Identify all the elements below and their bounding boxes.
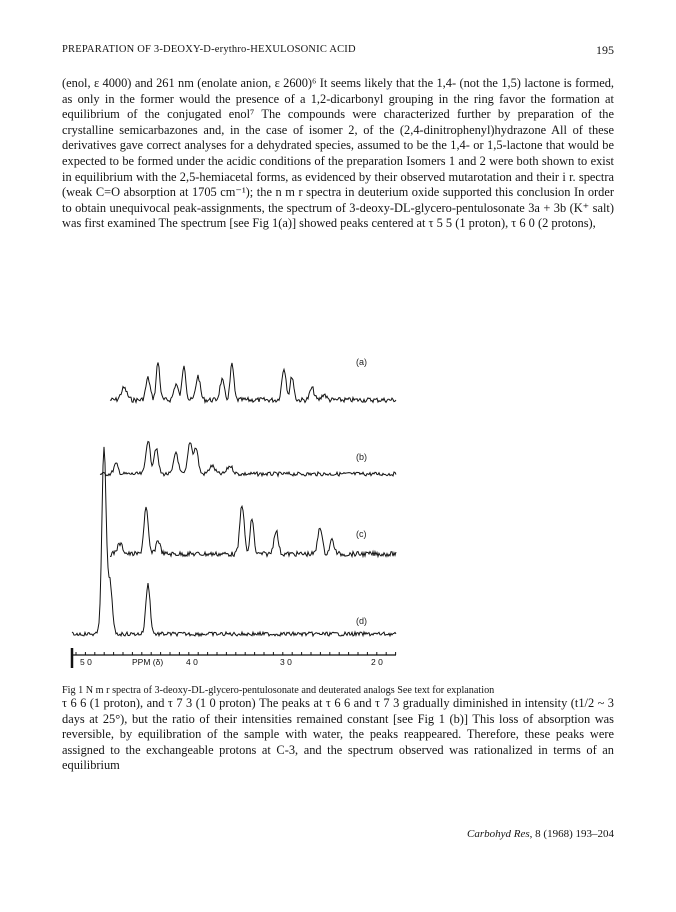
axis-unit-label: PPM (δ) [132, 657, 164, 667]
journal-citation: , 8 (1968) 193–204 [529, 828, 614, 840]
trace-c [110, 506, 396, 556]
page-number: 195 [596, 43, 614, 57]
tick-label-5: 5 0 [80, 657, 92, 667]
running-title: PREPARATION OF 3-DEOXY-D-erythro-HEXULOSONIC ACID [62, 44, 356, 55]
trace-label-a: (a) [356, 357, 367, 367]
journal-name: Carbohyd Res [467, 828, 530, 840]
trace-label-b: (b) [356, 452, 367, 462]
body-paragraph-1: (enol, ε 4000) and 261 nm (enolate anion, ε 2600)⁶ It seems likely that the 1,4- (not the 1,5) lactone is formed, as only in the former would the presence of a 1,2-dicarbonyl grouping in the ring favor the formation at equilibrium of the conjugated enol⁷ The compounds were characterized further by preparation of the crystalline semicarbazones and, in the case of isomer 2, of the (2,4-dinitrophenyl)hydrazone All of these derivatives gave correct analyses for a dehydrated species, assumed to be the 1,4- or 1,5-lactone that would be expected to be formed under the acidic conditions of the preparation Isomers 1 and 2 were both shown to exist in equilibrium with the 2,5-hemiacetal forms, as evidenced by their observed mutarotation and their i r. spectra (weak C=O absorption at 1705 cm⁻¹); the n m r spectra in deuterium oxide supported this conclusion In order to obtain unequivocal peak-assignments, the spectrum of 3-deoxy-DL-glycero-pentulosonate 3a + 3b (K⁺ salt) was first examined The spectrum [see Fig 1(a)] showed peaks centered at τ 5 5 (1 proton), τ 6 0 (2 protons), [62, 76, 614, 231]
running-header [62, 44, 614, 60]
ppm-axis [72, 648, 396, 668]
trace-labels [356, 357, 367, 626]
nmr-figure [70, 318, 606, 690]
figure-caption: Fig 1 N m r spectra of 3-deoxy-DL-glycero-pentulosonate and deuterated analogs See text for explanation [62, 685, 495, 696]
trace-a [110, 363, 396, 403]
tick-label-2: 2 0 [371, 657, 383, 667]
tick-label-4: 4 0 [186, 657, 198, 667]
body-paragraph-2: τ 6 6 (1 proton), and τ 7 3 (1 0 proton) The peaks at τ 6 6 and τ 7 3 gradually diminished in intensity (t1/2 ~ 3 days at 25°), but the ratio of their intensities remained constant [see Fig 1 (b)] This loss of absorption was reversible, by equilibration of the sample with water, the peaks reappeared. Therefore, these peaks were assigned to the exchangeable protons at C-3, and the spectrum observed was rationalized in terms of an equilibrium [62, 696, 614, 773]
tick-label-3: 3 0 [280, 657, 292, 667]
nmr-spectra-plot [70, 318, 606, 690]
trace-label-d: (d) [356, 616, 367, 626]
trace-b [100, 442, 396, 477]
spectra-traces [72, 363, 396, 637]
trace-d [72, 447, 396, 636]
journal-footer [467, 828, 614, 840]
trace-label-c: (c) [356, 529, 367, 539]
